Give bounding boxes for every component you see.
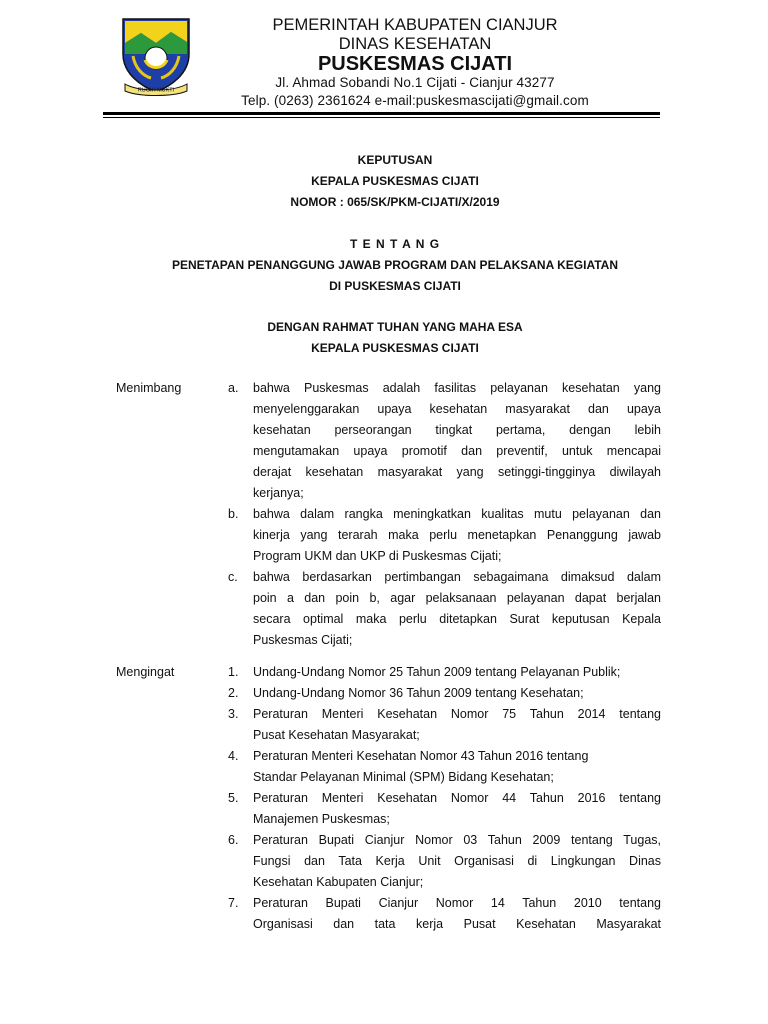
mengingat-3-line: Pusat Kesehatan Masyarakat; xyxy=(253,728,420,742)
menimbang-a-line: menyelenggarakan upaya kesehatan masyarakat dan upaya xyxy=(253,402,661,416)
decree-issuer: KEPALA PUSKESMAS CIJATI xyxy=(311,174,479,188)
department-name: DINAS KESEHATAN xyxy=(338,35,492,53)
menimbang-marker-a: a. xyxy=(228,381,239,395)
decree-subject-line-2: DI PUSKESMAS CIJATI xyxy=(329,279,461,293)
institution-name: PUSKESMAS CIJATI xyxy=(317,53,513,75)
menimbang-b-line: bahwa dalam rangka meningkatkan kualitas mutu pelayanan dan xyxy=(253,507,661,521)
menimbang-c-line: poin a dan poin b, agar pelaksanaan pelayanan dapat berjalan xyxy=(253,591,661,605)
mengingat-5-line: Manajemen Puskesmas; xyxy=(253,812,390,826)
mengingat-label: Mengingat xyxy=(116,665,175,679)
mengingat-3-line: Peraturan Menteri Kesehatan Nomor 75 Tahun 2014 tentang xyxy=(253,707,661,721)
svg-text:RUGIH MUKTI: RUGIH MUKTI xyxy=(137,87,175,94)
menimbang-marker-c: c. xyxy=(228,570,238,584)
letterhead-thick-rule xyxy=(103,112,660,115)
mengingat-1-line: Undang-Undang Nomor 25 Tahun 2009 tentang Pelayanan Publik; xyxy=(253,665,621,679)
menimbang-a-line: mengutamakan upaya promotif dan preventif, untuk mencapai xyxy=(253,444,661,458)
mengingat-6-line: Kesehatan Kabupaten Cianjur; xyxy=(253,875,424,889)
mengingat-7-line: Peraturan Bupati Cianjur Nomor 14 Tahun 2010 tentang xyxy=(253,896,661,910)
mengingat-4-line: Standar Pelayanan Minimal (SPM) Bidang Kesehatan; xyxy=(253,770,554,784)
mengingat-marker-7: 7. xyxy=(228,896,239,910)
menimbang-b-line: Program UKM dan UKP di Puskesmas Cijati; xyxy=(253,549,502,563)
mengingat-2-line: Undang-Undang Nomor 36 Tahun 2009 tentang Kesehatan; xyxy=(253,686,584,700)
decree-number: NOMOR : 065/SK/PKM-CIJATI/X/2019 xyxy=(290,195,500,209)
mengingat-marker-1: 1. xyxy=(228,665,239,679)
mengingat-marker-6: 6. xyxy=(228,833,239,847)
mengingat-6-line: Peraturan Bupati Cianjur Nomor 03 Tahun 2009 tentang Tugas, xyxy=(253,833,661,847)
mengingat-6-line: Fungsi dan Tata Kerja Unit Organisasi di Lingkungan Dinas xyxy=(253,854,661,868)
mengingat-4-line: Peraturan Menteri Kesehatan Nomor 43 Tahun 2016 tentang xyxy=(253,749,589,763)
issuer-line: KEPALA PUSKESMAS CIJATI xyxy=(311,341,479,355)
decree-heading: KEPUTUSAN xyxy=(357,153,433,167)
menimbang-label: Menimbang xyxy=(116,381,182,395)
menimbang-b-line: kinerja yang terarah maka perlu menetapkan Penanggung jawab xyxy=(253,528,661,542)
menimbang-a-line: kerjanya; xyxy=(253,486,304,500)
address-line: Jl. Ahmad Sobandi No.1 Cijati - Cianjur 43277 xyxy=(275,75,555,90)
menimbang-a-line: derajat kesehatan masyarakat yang setinggi-tingginya diwilayah xyxy=(253,465,661,479)
letterhead-thin-rule xyxy=(103,117,660,118)
blessing-line: DENGAN RAHMAT TUHAN YANG MAHA ESA xyxy=(267,320,523,334)
menimbang-marker-b: b. xyxy=(228,507,239,521)
menimbang-c-line: bahwa berdasarkan pertimbangan sebagaimana dimaksud dalam xyxy=(253,570,661,584)
cianjur-coat-of-arms-logo xyxy=(119,16,193,96)
menimbang-c-line: secara optimal maka perlu ditetapkan Surat keputusan Kepala xyxy=(253,612,661,626)
menimbang-c-line: Puskesmas Cijati; xyxy=(253,633,353,647)
mengingat-marker-3: 3. xyxy=(228,707,239,721)
tentang-label: T E N T A N G xyxy=(349,237,441,251)
mengingat-marker-5: 5. xyxy=(228,791,239,805)
contact-line: Telp. (0263) 2361624 e-mail:puskesmascijati@gmail.com xyxy=(241,93,589,108)
mengingat-marker-4: 4. xyxy=(228,749,239,763)
mengingat-5-line: Peraturan Menteri Kesehatan Nomor 44 Tahun 2016 tentang xyxy=(253,791,661,805)
decree-subject-line-1: PENETAPAN PENANGGUNG JAWAB PROGRAM DAN PELAKSANA KEGIATAN xyxy=(171,258,619,272)
government-name: PEMERINTAH KABUPATEN CIANJUR xyxy=(272,16,558,34)
mengingat-marker-2: 2. xyxy=(228,686,239,700)
mengingat-7-line: Organisasi dan tata kerja Pusat Kesehatan Masyarakat xyxy=(253,917,661,931)
menimbang-a-line: bahwa Puskesmas adalah fasilitas pelayanan kesehatan yang xyxy=(253,381,661,395)
menimbang-a-line: kesehatan perseorangan tingkat pertama, dengan lebih xyxy=(253,423,661,437)
